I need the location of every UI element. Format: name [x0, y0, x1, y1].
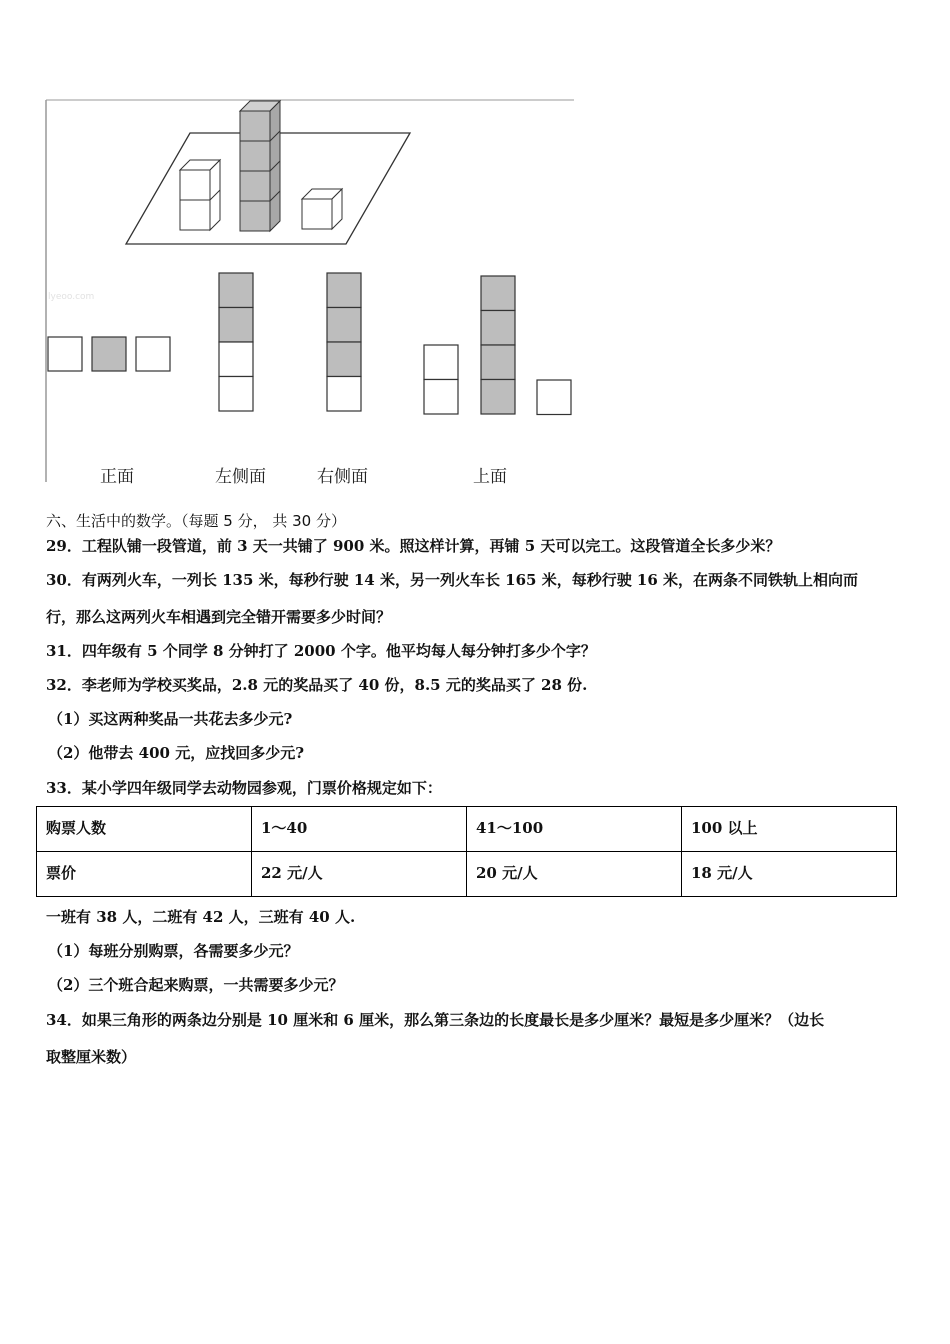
question-33-part-1: （1）每班分别购票，各需要多少元？	[48, 942, 299, 960]
white-stack-2	[180, 160, 220, 230]
question-34-line-2: 取整厘米数）	[46, 1048, 137, 1066]
section-header: 六、生活中的数学。（每题 5 分， 共 30 分）	[46, 512, 346, 530]
top-view	[424, 276, 571, 415]
question-33-class-sizes: 一班有 38 人，二班有 42 人，三班有 40 人.	[46, 908, 356, 926]
cube	[180, 170, 210, 200]
left-side-view-label: 左侧面	[215, 467, 266, 487]
cube	[240, 141, 270, 171]
cube	[240, 171, 270, 201]
table-row	[37, 852, 897, 897]
watermark-text: lyeoo.com	[48, 292, 95, 302]
question-31: 31．四年级有 5 个同学 8 分钟打了 2000 个字。他平均每人每分钟打多少个字？	[46, 642, 596, 660]
question-33: 33．某小学四年级同学去动物园参观，门票价格规定如下：	[46, 779, 442, 797]
question-34-line-1: 34．如果三角形的两条边分别是 10 厘米和 6 厘米，那么第三条边的长度最长是多少厘米？最短是多少厘米？（边长	[46, 1011, 825, 1029]
front-view	[48, 337, 170, 371]
cube	[240, 201, 270, 231]
cube	[180, 200, 210, 230]
question-30-line-1: 30．有两列火车，一列长 135 米，每秒行驶 14 米，另一列火车长 165 米，每秒行驶 16 米，在两条不同铁轨上相向而	[46, 571, 859, 589]
block-drawing	[44, 98, 576, 484]
question-32-part-2: （2）他带去 400 元，应找回多少元?	[48, 744, 304, 762]
cube	[240, 111, 270, 141]
question-33-part-2: （2）三个班合起来购票，一共需要多少元？	[48, 976, 344, 994]
table-cell: 100 以上	[682, 807, 897, 852]
table-cell: 1～40	[252, 807, 467, 852]
gray-stack-4	[240, 101, 280, 231]
left-side-view	[219, 273, 253, 411]
ticket-price-table	[36, 806, 897, 897]
table-cell: 22 元/人	[252, 852, 467, 897]
cube	[302, 199, 332, 229]
white-cube-1	[302, 189, 342, 229]
question-32-part-1: （1）买这两种奖品一共花去多少元?	[48, 710, 293, 728]
table-row	[37, 807, 897, 852]
question-32: 32．李老师为学校买奖品，2.8 元的奖品买了 40 份，8.5 元的奖品买了 28 份.	[46, 676, 588, 694]
right-side-view	[327, 273, 361, 411]
table-cell: 购票人数	[37, 807, 252, 852]
table-cell: 41～100	[467, 807, 682, 852]
front-view-label: 正面	[100, 467, 134, 487]
table-cell: 18 元/人	[682, 852, 897, 897]
right-side-view-label: 右侧面	[317, 467, 368, 487]
block-views-figure	[44, 98, 576, 487]
top-view-label: 上面	[473, 467, 507, 487]
question-29: 29．工程队铺一段管道，前 3 天一共铺了 900 米。照这样计算，再铺 5 天可以完工。这段管道全长多少米？	[46, 537, 781, 555]
table-cell: 20 元/人	[467, 852, 682, 897]
table-cell: 票价	[37, 852, 252, 897]
question-30-line-2: 行，那么这两列火车相遇到完全错开需要多少时间？	[46, 608, 392, 626]
